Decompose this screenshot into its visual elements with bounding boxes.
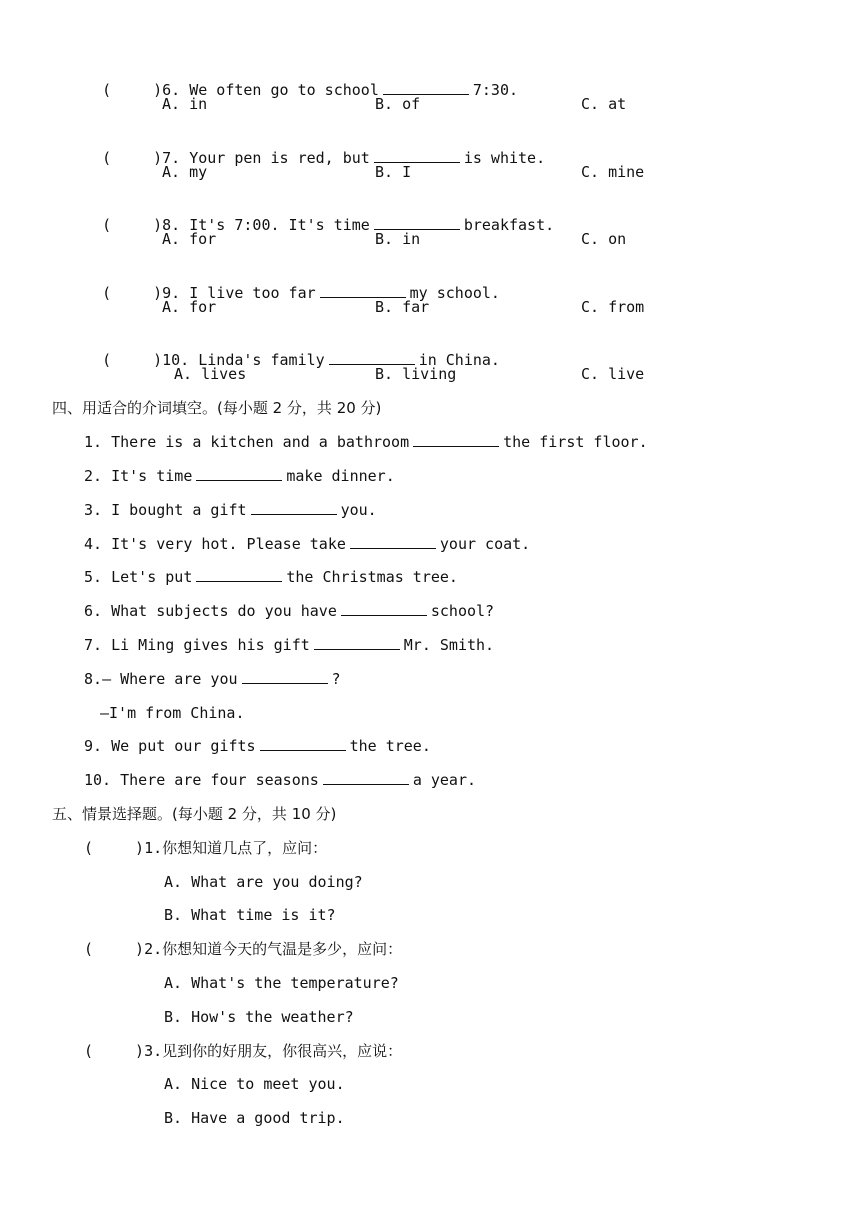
- q3-10-option-a: A. lives: [174, 365, 247, 383]
- answer-paren[interactable]: ( ): [84, 1042, 145, 1060]
- answer-blank[interactable]: [350, 534, 436, 549]
- answer-blank[interactable]: [413, 432, 499, 447]
- q3-8-option-c: C. on: [581, 230, 627, 248]
- q5-1-option-b: B. What time is it?: [164, 906, 336, 924]
- answer-blank[interactable]: [314, 635, 400, 650]
- q3-9-option-b: B. far: [375, 298, 430, 316]
- q3-10: ( )10. Linda's family in China.: [102, 351, 500, 369]
- q3-9-option-c: C. from: [581, 298, 645, 316]
- q4-8: 8.— Where are you ?: [84, 670, 341, 688]
- q3-8-option-b: B. in: [375, 230, 421, 248]
- q4-1: 1. There is a kitchen and a bathroom the first floor.: [84, 433, 648, 451]
- q4-8-answer: —I'm from China.: [100, 704, 245, 722]
- answer-paren[interactable]: ( ): [102, 149, 163, 167]
- q3-6-option-a: A. in: [162, 95, 208, 113]
- q4-9: 9. We put our gifts the tree.: [84, 737, 431, 755]
- q3-8-option-a: A. for: [162, 230, 217, 248]
- section-4-title: 四、用适合的介词填空。(每小题 2 分，共 20 分): [52, 399, 382, 417]
- q3-10-option-c: C. live: [581, 365, 645, 383]
- q3-6-option-c: C. at: [581, 95, 627, 113]
- q5-3: ( )3.见到你的好朋友，你很高兴，应说：: [84, 1042, 403, 1060]
- answer-blank[interactable]: [251, 500, 337, 515]
- q5-1: ( )1.你想知道几点了，应问：: [84, 839, 328, 857]
- q5-2-option-a: A. What's the temperature?: [164, 974, 399, 992]
- q4-4: 4. It's very hot. Please take your coat.: [84, 535, 531, 553]
- q5-1-option-a: A. What are you doing?: [164, 873, 363, 891]
- q5-2: ( )2.你想知道今天的气温是多少，应问：: [84, 940, 403, 958]
- q3-7-option-a: A. my: [162, 163, 208, 181]
- answer-paren[interactable]: ( ): [102, 81, 163, 99]
- q4-3: 3. I bought a gift you.: [84, 501, 377, 519]
- q3-8: ( )8. It's 7:00. It's time breakfast.: [102, 216, 555, 234]
- answer-blank[interactable]: [383, 80, 469, 95]
- q4-7: 7. Li Ming gives his gift Mr. Smith.: [84, 636, 495, 654]
- answer-paren[interactable]: ( ): [102, 216, 163, 234]
- answer-blank[interactable]: [196, 567, 282, 582]
- q5-3-option-a: A. Nice to meet you.: [164, 1075, 345, 1093]
- answer-blank[interactable]: [242, 669, 328, 684]
- answer-paren[interactable]: ( ): [102, 351, 163, 369]
- answer-paren[interactable]: ( ): [102, 284, 163, 302]
- q3-6-option-b: B. of: [375, 95, 421, 113]
- q4-2: 2. It's time make dinner.: [84, 467, 395, 485]
- answer-paren[interactable]: ( ): [84, 940, 145, 958]
- q5-2-option-b: B. How's the weather?: [164, 1008, 354, 1026]
- q5-3-option-b: B. Have a good trip.: [164, 1109, 345, 1127]
- answer-blank[interactable]: [341, 601, 427, 616]
- q4-6: 6. What subjects do you have school?: [84, 602, 495, 620]
- q4-10: 10. There are four seasons a year.: [84, 771, 477, 789]
- answer-blank[interactable]: [196, 466, 282, 481]
- q3-7-option-b: B. I: [375, 163, 412, 181]
- q3-7-option-c: C. mine: [581, 163, 645, 181]
- q3-6: ( )6. We often go to school 7:30.: [102, 81, 519, 99]
- q4-5: 5. Let's put the Christmas tree.: [84, 568, 458, 586]
- answer-paren[interactable]: ( ): [84, 839, 145, 857]
- answer-blank[interactable]: [329, 350, 415, 365]
- q3-10-option-b: B. living: [375, 365, 457, 383]
- q3-7: ( )7. Your pen is red, but is white.: [102, 149, 546, 167]
- answer-blank[interactable]: [323, 770, 409, 785]
- answer-blank[interactable]: [260, 736, 346, 751]
- answer-blank[interactable]: [320, 283, 406, 298]
- answer-blank[interactable]: [374, 215, 460, 230]
- q3-9-option-a: A. for: [162, 298, 217, 316]
- answer-blank[interactable]: [374, 148, 460, 163]
- q3-9: ( )9. I live too far my school.: [102, 284, 500, 302]
- section-5-title: 五、情景选择题。(每小题 2 分，共 10 分): [52, 805, 337, 823]
